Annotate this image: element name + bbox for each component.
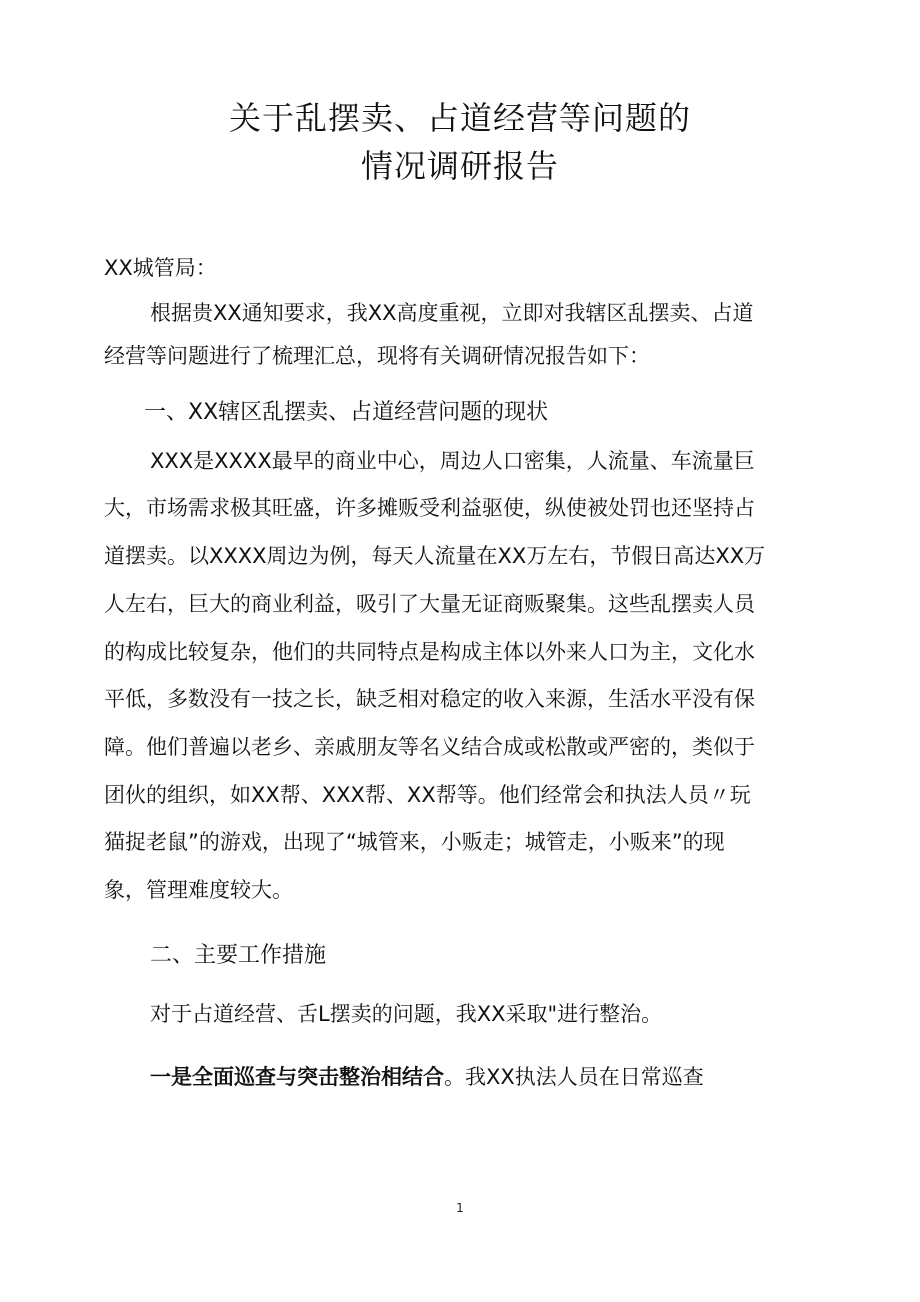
section-1-line-3: 道摆卖。以XXXX周边为例，每天人流量在XX万左右，节假日高达XX万 [104, 544, 766, 568]
section-2-heading: 二、主要工作措施 [150, 943, 327, 968]
recipient-line: XX城管局： [104, 256, 217, 280]
page-number: 1 [456, 1201, 464, 1215]
section-1-heading: 一、XX辖区乱摆卖、占道经营问题的现状 [144, 400, 549, 425]
intro-line-1: 根据贵XX通知要求，我XX高度重视，立即对我辖区乱摆卖、占道 [150, 301, 754, 325]
section-1-line-8: 团伙的组织，如XX帮、XXX帮、XX帮等。他们经常会和执法人员〃玩 [104, 783, 751, 807]
section-1-line-4: 人左右，巨大的商业利益，吸引了大量无证商贩聚集。这些乱摆卖人员 [104, 592, 755, 616]
measure-rest-text: 。我XX执法人员在日常巡查 [444, 1065, 704, 1089]
section-2-measure-line [150, 1061, 704, 1093]
measure-bold-text: 一是全面巡查与突击整治相结合 [150, 1065, 444, 1089]
document-title-line-2: 情况调研报告 [360, 147, 559, 185]
section-2-line: 对于占道经营、舌L摆卖的问题，我XX采取"进行整治。 [150, 1002, 663, 1026]
section-1-line-6: 平低，多数没有一技之长，缺乏相对稳定的收入来源，生活水平没有保 [104, 687, 755, 711]
section-1-line-9: 猫捉老鼠”的游戏，出现了“城管来，小贩走；城管走，小贩来”的现 [104, 830, 725, 854]
section-1-line-5: 的构成比较复杂，他们的共同特点是构成主体以外来人口为主，文化水 [104, 640, 755, 664]
section-1-line-1: XXX是XXXX最早的商业中心，周边人口密集，人流量、车流量巨 [150, 449, 755, 473]
section-1-line-10: 象，管理难度较大。 [104, 878, 293, 902]
intro-line-2: 经营等问题进行了梳理汇总，现将有关调研情况报告如下： [104, 344, 650, 368]
document-title-line-1: 关于乱摆卖、占道经营等问题的 [228, 99, 691, 137]
section-1-line-7: 障。他们普遍以老乡、亲戚朋友等名义结合成或松散或严密的，类似于 [104, 735, 755, 759]
section-1-line-2: 大，市场需求极其旺盛，许多摊贩受利益驱使，纵使被处罚也还坚持占 [104, 496, 755, 520]
